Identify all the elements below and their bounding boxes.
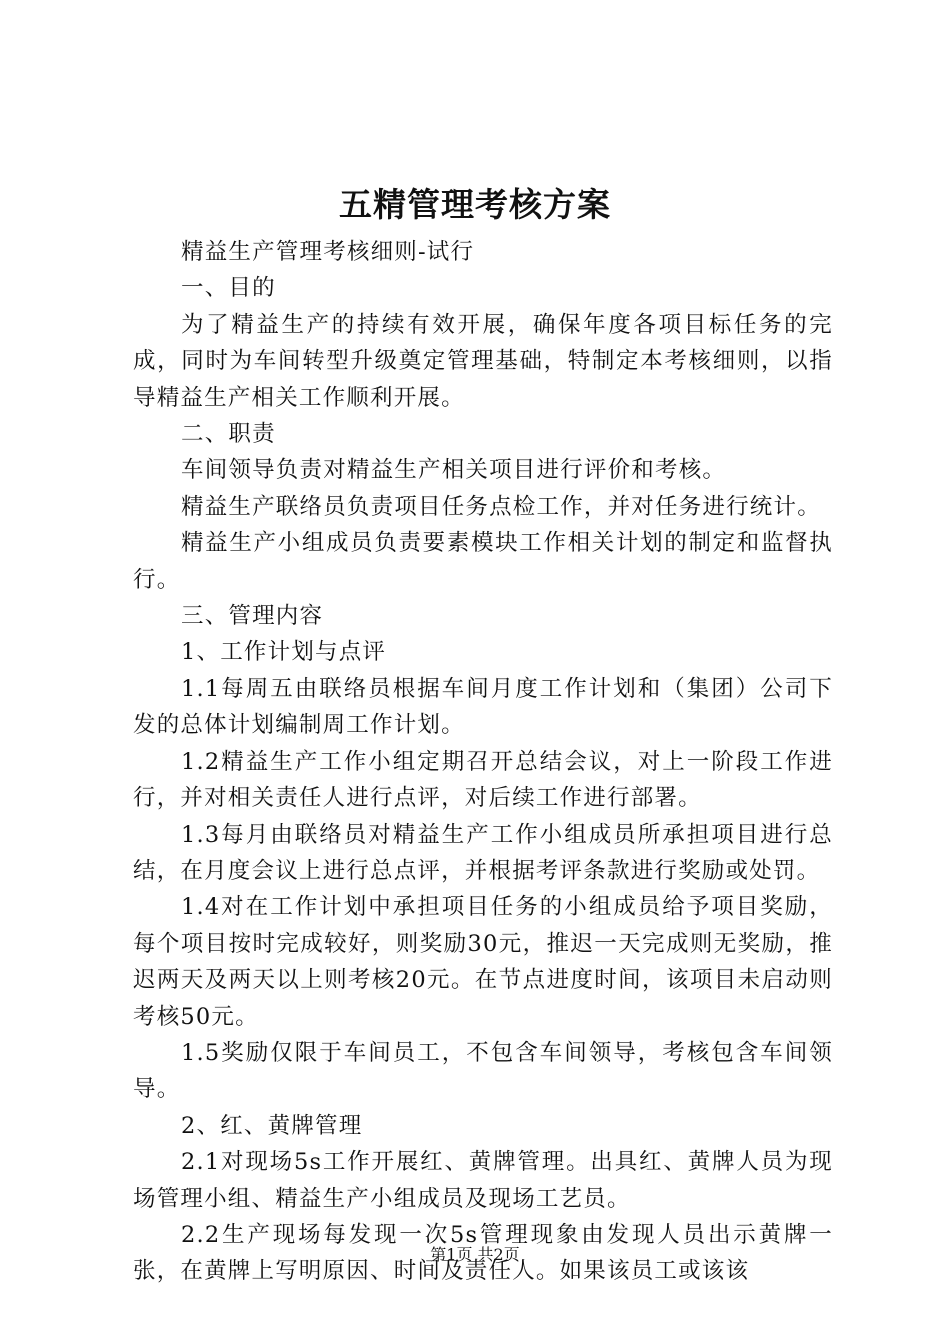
section-heading-purpose: 一、目的 [181, 275, 276, 302]
paragraph-item-1-4: 1.4对在工作计划中承担项目任务的小组成员给予项目奖励，每个项目按时完成较好，则奖励30元，推迟一天完成则无奖励，推迟两天及两天以上则考核20元。在节点进度时间，该项目未启动则考核50元。 [133, 894, 833, 1030]
subsection-heading-cards: 2、红、黄牌管理 [181, 1112, 363, 1139]
paragraph-subtitle: 精益生产管理考核细则-试行 [181, 239, 475, 265]
page-footer: 第1页 共2页 [430, 1245, 520, 1264]
subsection-heading-work-plan: 1、工作计划与点评 [181, 639, 387, 666]
paragraph-duty-liaison: 精益生产联络员负责项目任务点检工作，并对任务进行统计。 [181, 493, 821, 520]
paragraph-item-2-1: 2.1对现场5s工作开展红、黄牌管理。出具红、黄牌人员为现场管理小组、精益生产小组成员及现场工艺员。 [133, 1149, 833, 1212]
paragraph-item-1-3: 1.3每月由联络员对精益生产工作小组成员所承担项目进行总结，在月度会议上进行总点评，并根据考评条款进行奖励或处罚。 [133, 821, 833, 884]
paragraph-purpose: 为了精益生产的持续有效开展，确保年度各项目标任务的完成，同时为车间转型升级奠定管理基础，特制定本考核细则，以指导精益生产相关工作顺利开展。 [133, 311, 833, 411]
paragraph-item-1-5: 1.5奖励仅限于车间员工，不包含车间领导，考核包含车间领导。 [133, 1039, 833, 1103]
paragraph-duty-leaders: 车间领导负责对精益生产相关项目进行评价和考核。 [181, 457, 727, 484]
section-heading-management: 三、管理内容 [181, 603, 324, 630]
section-heading-duties: 二、职责 [181, 421, 276, 448]
paragraph-item-1-1: 1.1每周五由联络员根据车间月度工作计划和（集团）公司下发的总体计划编制周工作计划。 [133, 675, 833, 739]
paragraph-duty-team: 精益生产小组成员负责要素模块工作相关计划的制定和监督执行。 [133, 530, 833, 593]
paragraph-item-2-2: 2.2生产现场每发现一次5s管理现象由发现人员出示黄牌一张，在黄牌上写明原因、时间及责任人。如果该员工或该该 [133, 1221, 833, 1285]
document-title: 五精管理考核方案 [339, 185, 611, 224]
document-body [133, 234, 833, 1290]
paragraph-item-1-2: 1.2精益生产工作小组定期召开总结会议，对上一阶段工作进行，并对相关责任人进行点评，对后续工作进行部署。 [133, 748, 833, 812]
